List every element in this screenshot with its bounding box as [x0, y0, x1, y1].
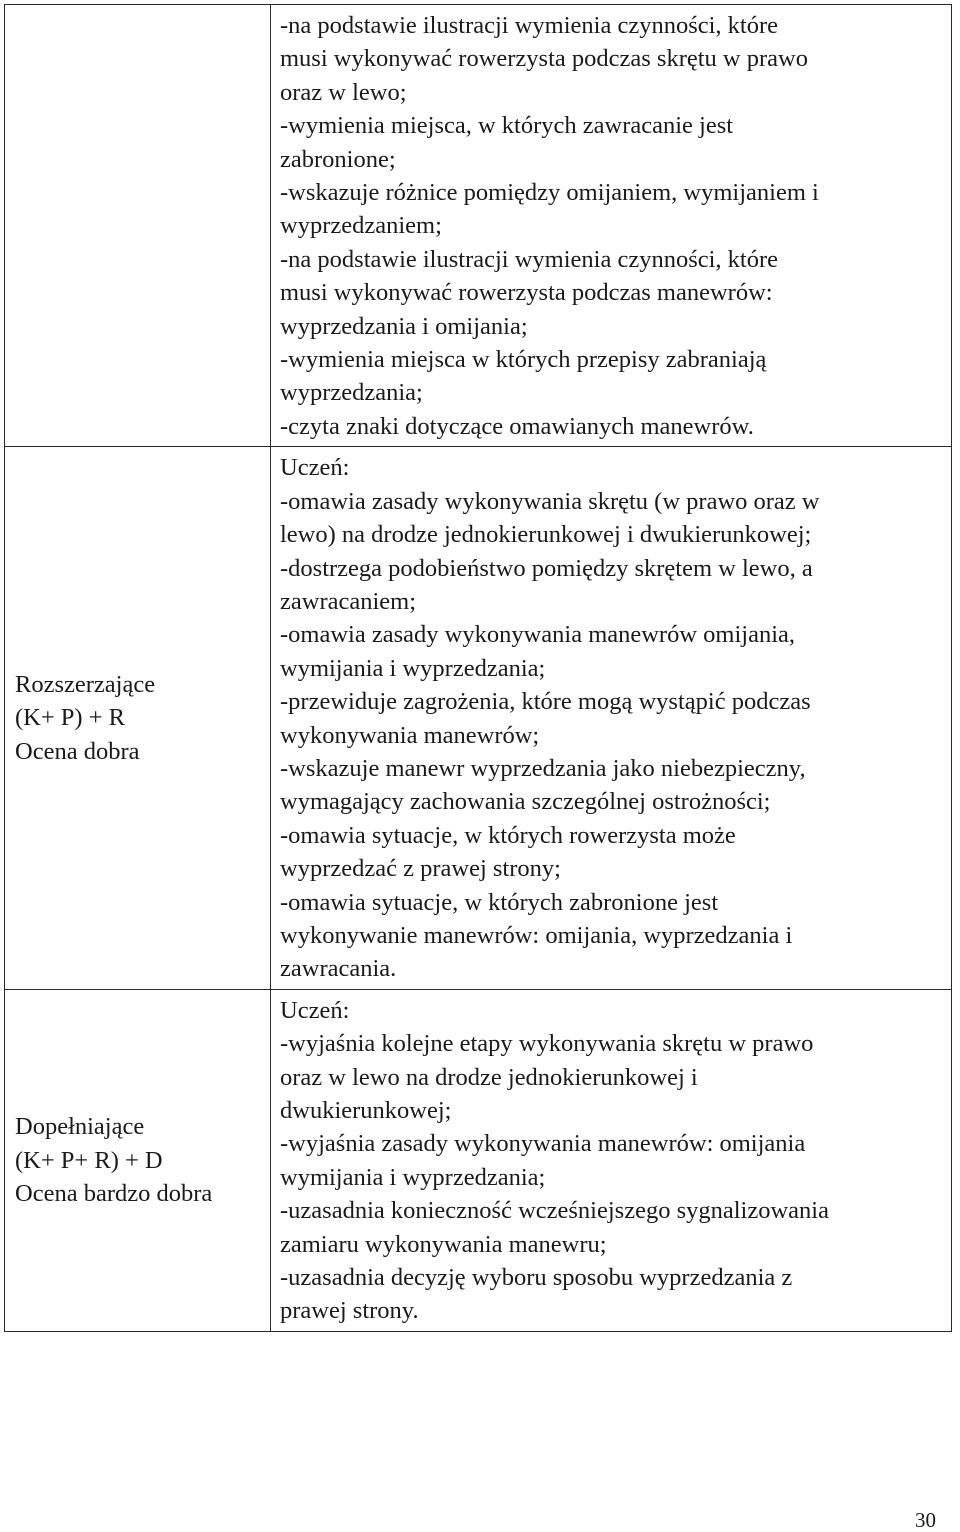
requirement-line: -wymienia miejsca w których przepisy zabraniają: [280, 346, 767, 374]
requirement-line: zawracaniem;: [280, 587, 417, 615]
level-cell: [5, 447, 271, 990]
requirement-line: wykonywanie manewrów: omijania, wyprzedzania i: [280, 921, 793, 949]
level-grade: Ocena bardzo dobra: [15, 1180, 213, 1208]
requirements-cell: [271, 447, 952, 990]
requirement-line: wykonywania manewrów;: [280, 721, 540, 749]
requirement-line: -omawia zasady wykonywania skrętu (w prawo oraz w: [280, 487, 820, 515]
student-heading: Uczeń:: [280, 996, 350, 1024]
requirement-line: -wskazuje manewr wyprzedzania jako niebezpieczny,: [280, 754, 806, 782]
level-grade: Ocena dobra: [15, 737, 140, 765]
level-formula: (K+ P) + R: [15, 704, 125, 732]
requirement-line: wymijania i wyprzedzania;: [280, 654, 546, 682]
level-name: Dopełniające: [15, 1113, 145, 1141]
requirement-line: wyprzedzania i omijania;: [280, 312, 528, 340]
requirement-line: wyprzedzać z prawej strony;: [280, 855, 561, 883]
requirement-line: -omawia sytuacje, w których zabronione jest: [280, 888, 719, 916]
requirements-cell: [271, 989, 952, 1331]
level-cell: [5, 5, 271, 447]
student-heading: Uczeń:: [280, 454, 350, 482]
requirement-line: -omawia zasady wykonywania manewrów omijania,: [280, 621, 796, 649]
requirement-line: zamiaru wykonywania manewru;: [280, 1230, 607, 1258]
requirement-line: oraz w lewo;: [280, 78, 407, 106]
requirement-line: -dostrzega podobieństwo pomiędzy skrętem w lewo, a: [280, 554, 813, 582]
requirement-line: -uzasadnia konieczność wcześniejszego sygnalizowania: [280, 1197, 829, 1225]
table-row: [5, 447, 952, 990]
level-name: Rozszerzające: [15, 670, 156, 698]
requirement-line: zabronione;: [280, 145, 396, 173]
requirement-line: -na podstawie ilustracji wymienia czynności, które: [280, 245, 779, 273]
requirement-line: -wymienia miejsca, w których zawracanie jest: [280, 112, 734, 140]
table-row: [5, 5, 952, 447]
requirements-table: [4, 4, 952, 1332]
requirements-cell: [271, 5, 952, 447]
page-number: 30: [915, 1508, 936, 1532]
requirement-line: wyprzedzaniem;: [280, 212, 442, 240]
requirement-line: oraz w lewo na drodze jednokierunkowej i: [280, 1063, 698, 1091]
table-row: [5, 989, 952, 1331]
requirement-line: wymijania i wyprzedzania;: [280, 1163, 546, 1191]
requirement-line: musi wykonywać rowerzysta podczas skrętu w prawo: [280, 45, 808, 73]
requirement-line: dwukierunkowej;: [280, 1097, 452, 1124]
requirement-line: -uzasadnia decyzję wyboru sposobu wyprzedzania z: [280, 1264, 793, 1292]
requirement-line: -czyta znaki dotyczące omawianych manewrów.: [280, 412, 754, 440]
requirement-line: -przewiduje zagrożenia, które mogą wystąpić podczas: [280, 688, 811, 716]
requirement-line: musi wykonywać rowerzysta podczas manewrów:: [280, 279, 773, 307]
requirement-line: wymagający zachowania szczególnej ostrożności;: [280, 788, 771, 816]
level-formula: (K+ P+ R) + D: [15, 1146, 163, 1174]
requirement-line: lewo) na drodze jednokierunkowej i dwukierunkowej;: [280, 521, 812, 549]
requirement-line: -na podstawie ilustracji wymienia czynności, które: [280, 12, 779, 39]
table-body: [5, 5, 952, 1332]
requirement-line: zawracania.: [280, 955, 397, 983]
requirement-line: -wyjaśnia kolejne etapy wykonywania skrętu w prawo: [280, 1030, 814, 1058]
level-cell: [5, 989, 271, 1331]
requirement-line: -omawia sytuacje, w których rowerzysta może: [280, 821, 736, 849]
requirement-line: wyprzedzania;: [280, 379, 423, 407]
requirement-line: prawej strony.: [280, 1297, 419, 1325]
requirement-line: -wyjaśnia zasady wykonywania manewrów: omijania: [280, 1130, 806, 1158]
requirement-line: -wskazuje różnice pomiędzy omijaniem, wymijaniem i: [280, 179, 819, 207]
